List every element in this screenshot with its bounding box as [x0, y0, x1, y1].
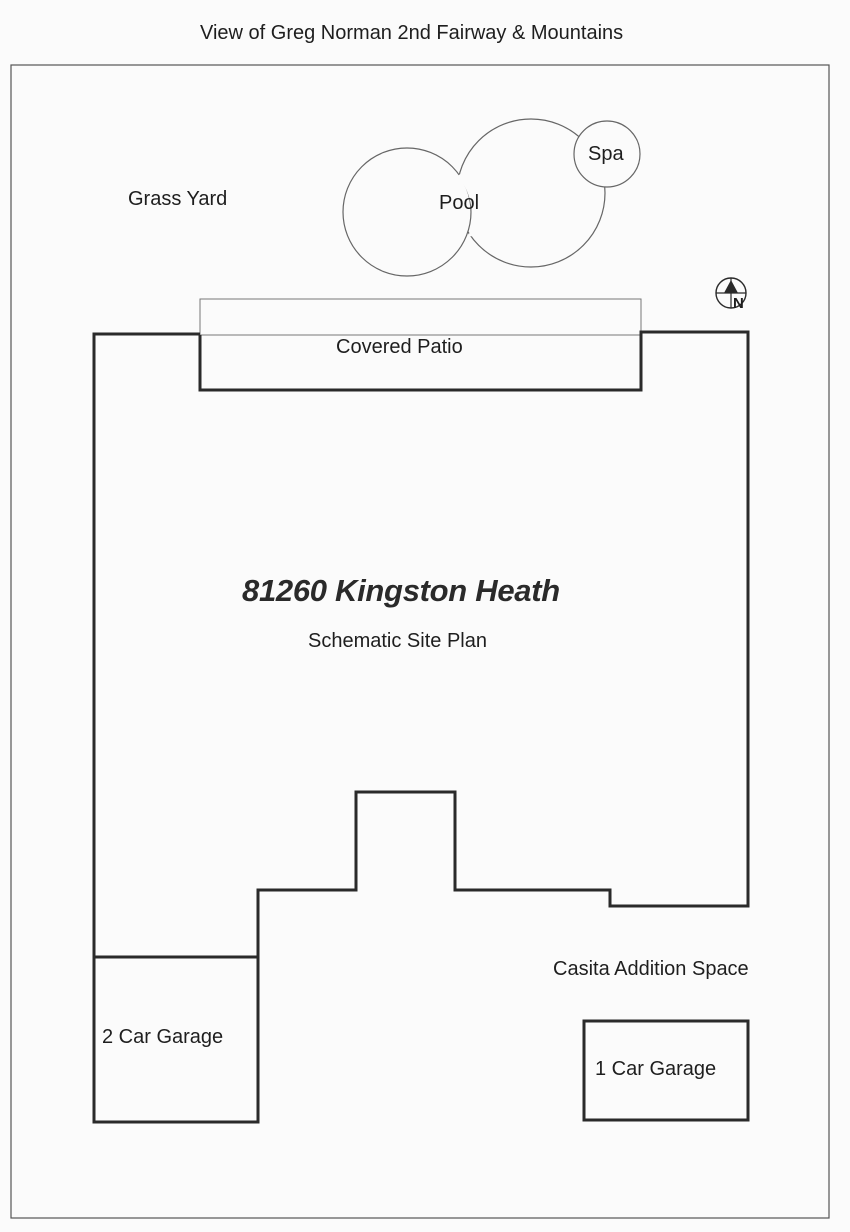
north-letter: N	[733, 295, 744, 312]
grass-yard-label: Grass Yard	[128, 188, 228, 210]
covered-patio-roof-line	[200, 299, 641, 335]
spa-label: Spa	[588, 143, 624, 165]
pool-label: Pool	[439, 192, 480, 214]
casita-addition-label: Casita Addition Space	[553, 958, 749, 980]
covered-patio-label: Covered Patio	[336, 336, 463, 358]
view-label: View of Greg Norman 2nd Fairway & Mountains	[200, 22, 624, 44]
address-title: 81260 Kingston Heath	[242, 573, 560, 608]
one-car-garage-label: 1 Car Garage	[595, 1058, 717, 1080]
two-car-garage-label: 2 Car Garage	[102, 1026, 224, 1048]
plan-subtitle: Schematic Site Plan	[308, 630, 487, 652]
